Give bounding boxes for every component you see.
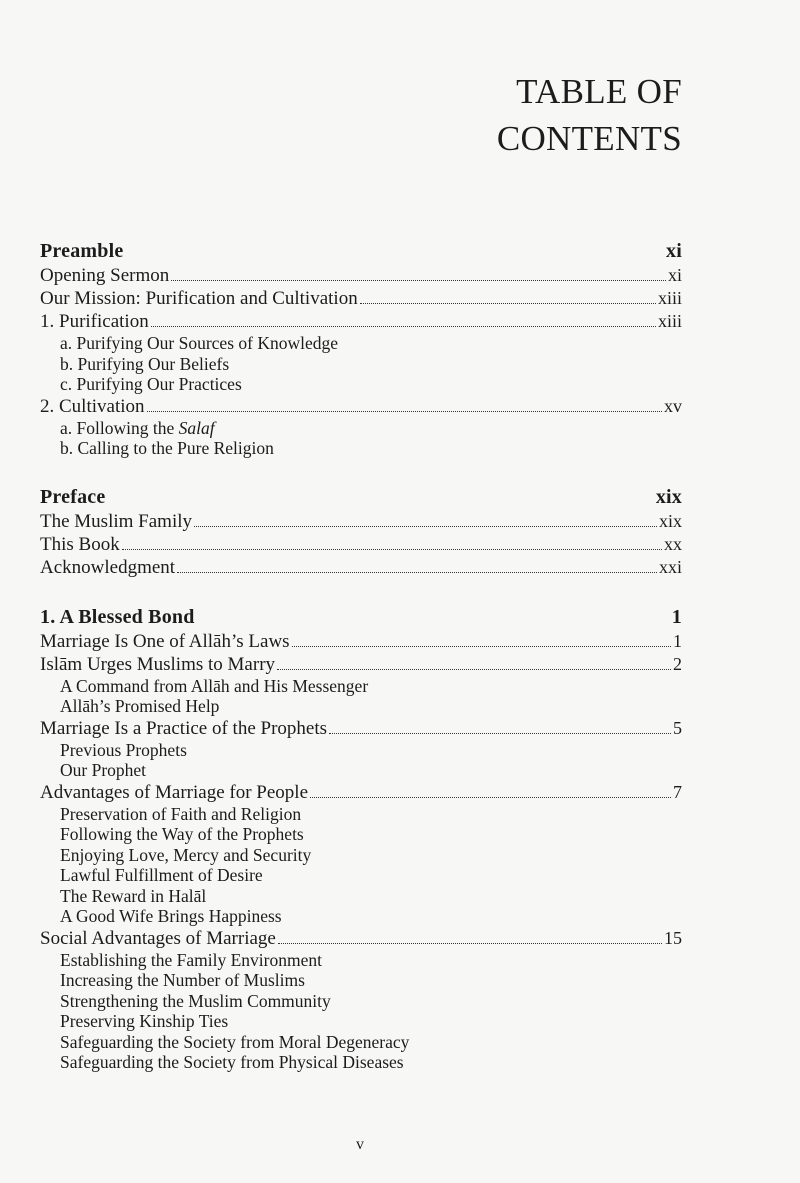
title-line-1: TABLE OF xyxy=(516,72,682,111)
toc-entry-text: 1. Purification xyxy=(40,311,149,332)
toc-subentry[interactable]: Safeguarding the Society from Moral Degeneracy xyxy=(60,1031,410,1052)
toc-subentry[interactable]: Increasing the Number of Muslims xyxy=(60,970,305,990)
toc-entry-page-number: xi xyxy=(667,265,682,285)
toc-entry-text: Social Advantages of Marriage xyxy=(40,927,276,949)
toc-section xyxy=(40,604,682,1073)
section-heading[interactable] xyxy=(40,484,682,510)
dot-leader xyxy=(360,303,656,304)
toc-entry[interactable] xyxy=(40,533,682,556)
dot-leader xyxy=(292,646,671,647)
dot-leader xyxy=(177,572,657,573)
toc-subentry[interactable]: Following the Way of the Prophets xyxy=(60,824,304,844)
toc-subentry[interactable]: a. Purifying Our Sources of Knowledge xyxy=(60,333,339,353)
dot-leader xyxy=(278,943,662,944)
toc-entry-page-number: 2 xyxy=(673,653,682,674)
section-page-number: xix xyxy=(655,485,682,508)
table-of-contents xyxy=(40,238,682,1073)
toc-entry-text: Advantages of Marriage for People xyxy=(40,781,309,803)
toc-subentry[interactable]: Previous Prophets xyxy=(60,739,187,760)
page-title xyxy=(497,68,682,162)
toc-entry-page-number: 1 xyxy=(673,630,682,651)
toc-entry-page-number: 5 xyxy=(673,717,682,738)
toc-entry-page-number: xv xyxy=(664,395,682,416)
section-page-number: 1 xyxy=(671,605,682,628)
toc-entry-text: The Muslim Family xyxy=(40,510,192,532)
dot-leader xyxy=(310,797,671,798)
toc-subentry[interactable]: Lawful Fulfillment of Desire xyxy=(60,865,263,885)
toc-subentry[interactable]: b. Purifying Our Beliefs xyxy=(60,353,230,374)
toc-entry[interactable] xyxy=(40,653,682,676)
toc-entry[interactable] xyxy=(40,264,682,287)
toc-subentry[interactable]: Enjoying Love, Mercy and Security xyxy=(60,844,312,865)
toc-subentry[interactable]: a. Following the Salaf xyxy=(60,417,215,438)
toc-entry-text: Marriage Is One of Allāh’s Laws xyxy=(40,630,290,652)
toc-section xyxy=(40,484,682,579)
toc-entry-text: Islām Urges Muslims to Marry xyxy=(40,653,276,675)
toc-subentry[interactable]: Our Prophet xyxy=(60,760,147,780)
toc-entry[interactable] xyxy=(40,510,682,533)
toc-subentry[interactable]: b. Calling to the Pure Religion xyxy=(60,438,274,458)
toc-entry-page-number: xiii xyxy=(657,288,682,308)
toc-entry[interactable] xyxy=(40,287,682,310)
toc-entry-text: Acknowledgment xyxy=(40,556,176,578)
toc-entry-text: 2. Cultivation xyxy=(40,395,145,417)
toc-entry-page-number: 15 xyxy=(664,927,682,948)
section-heading-text: 1. A Blessed Bond xyxy=(40,605,195,628)
toc-entry-page-number: xix xyxy=(658,510,682,531)
toc-subentry[interactable]: Safeguarding the Society from Physical Diseases xyxy=(60,1052,404,1072)
toc-entry[interactable] xyxy=(40,927,682,950)
section-heading-text: Preface xyxy=(40,485,106,508)
toc-subentry[interactable]: c. Purifying Our Practices xyxy=(60,374,242,394)
toc-entry[interactable] xyxy=(40,310,682,333)
section-page-number: xi xyxy=(666,240,682,262)
toc-entry-text: Opening Sermon xyxy=(40,265,170,286)
toc-entry[interactable] xyxy=(40,395,682,418)
dot-leader xyxy=(194,526,657,527)
dot-leader xyxy=(171,280,666,281)
toc-subentry[interactable]: Preservation of Faith and Religion xyxy=(60,803,302,824)
toc-entry-text: Marriage Is a Practice of the Prophets xyxy=(40,717,328,739)
dot-leader xyxy=(122,549,662,550)
toc-subentry[interactable]: A Good Wife Brings Happiness xyxy=(60,906,282,926)
toc-subentry[interactable]: Establishing the Family Environment xyxy=(60,949,322,970)
toc-subentry[interactable]: Strengthening the Muslim Community xyxy=(60,990,331,1011)
dot-leader xyxy=(277,669,671,670)
toc-entry-page-number: 7 xyxy=(673,781,682,802)
title-line-2: CONTENTS xyxy=(496,119,682,158)
toc-entry-page-number: xxi xyxy=(658,556,682,577)
toc-entry[interactable] xyxy=(40,781,682,804)
toc-entry-text: Our Mission: Purification and Cultivation xyxy=(40,288,358,309)
page-number: v xyxy=(356,1136,364,1153)
dot-leader xyxy=(329,733,671,734)
toc-subentry[interactable]: A Command from Allāh and His Messenger xyxy=(60,675,369,696)
toc-entry[interactable] xyxy=(40,630,682,653)
dot-leader xyxy=(147,411,663,412)
section-heading[interactable] xyxy=(40,604,682,630)
dot-leader xyxy=(151,326,656,327)
toc-subentry[interactable]: Allāh’s Promised Help xyxy=(60,696,220,716)
toc-subentry[interactable]: Preserving Kinship Ties xyxy=(60,1011,229,1031)
section-heading[interactable] xyxy=(40,238,682,264)
section-heading-text: Preamble xyxy=(40,240,124,262)
toc-entry-text: This Book xyxy=(40,533,120,555)
toc-subentry[interactable]: The Reward in Halāl xyxy=(60,885,207,906)
toc-entry[interactable] xyxy=(40,556,682,579)
toc-entry[interactable] xyxy=(40,717,682,740)
toc-section xyxy=(40,238,682,459)
toc-entry-page-number: xiii xyxy=(657,311,682,331)
toc-entry-page-number: xx xyxy=(664,533,682,554)
